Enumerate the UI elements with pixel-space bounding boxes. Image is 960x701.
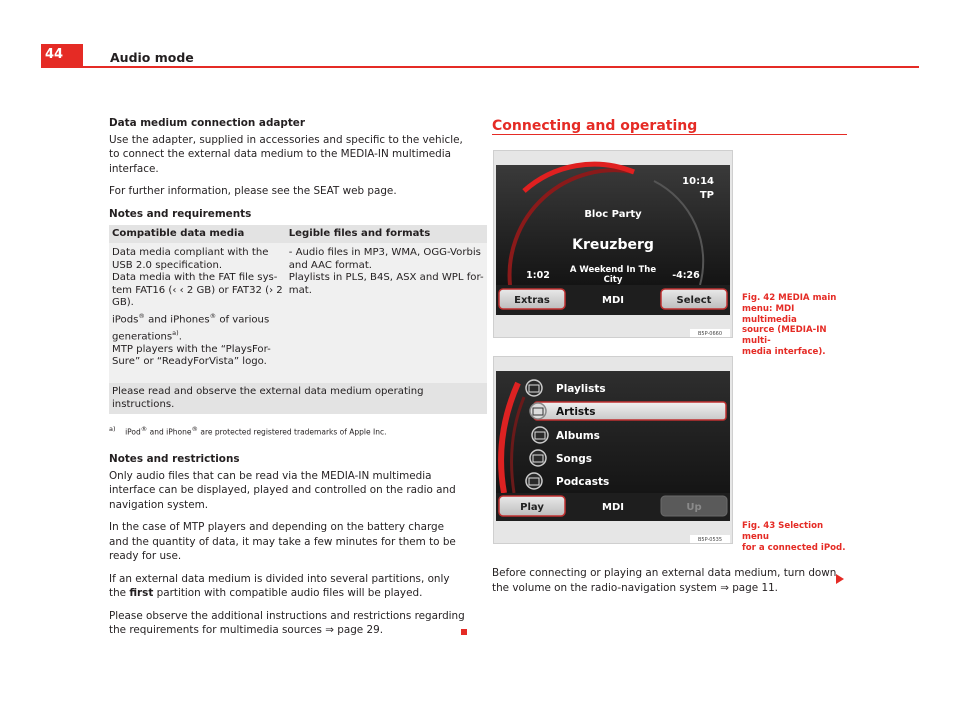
header-rule	[41, 66, 919, 68]
notes-heading: Notes and requirements	[109, 207, 252, 220]
footnote-mark: a)	[109, 425, 116, 434]
media-line: GB).	[112, 297, 134, 309]
list-item-label[interactable]: Artists	[556, 406, 596, 418]
select-button-label[interactable]: Select	[676, 295, 712, 306]
list-item[interactable]	[532, 427, 600, 443]
up-button-label[interactable]: Up	[686, 502, 702, 513]
reg-mark: ®	[191, 425, 198, 434]
caption-line: Fig. 42 MEDIA main	[742, 293, 837, 303]
table-cell-media	[109, 243, 286, 383]
caption-line: menu: MDI multimedia	[742, 303, 797, 325]
caption-line: Fig. 43 Selection menu	[742, 521, 824, 542]
media-line: Data media compliant with the	[112, 247, 269, 258]
media-line: MTP players with the “PlaysFor-	[112, 343, 271, 355]
track-line-2: City	[603, 275, 623, 285]
footnote	[109, 422, 465, 440]
formats-line: mat.	[288, 284, 312, 296]
folder-icon	[526, 473, 542, 489]
media-line: tem FAT16 (‹ ‹ 2 GB) or FAT32 (› 2	[112, 284, 283, 296]
formats-line: and AAC format.	[288, 259, 372, 271]
ipods-line	[112, 310, 283, 327]
caption-line: for a connected iPod.	[742, 542, 846, 553]
p3-after: partition with compatible audio files will be played.	[153, 587, 423, 600]
list-item-label[interactable]: Albums	[556, 430, 600, 442]
media-screen-svg	[494, 151, 732, 337]
restrictions-heading: Notes and restrictions	[109, 453, 240, 466]
continue-arrow-icon	[836, 574, 844, 584]
figure-media-main-menu	[493, 150, 733, 338]
list-item-label[interactable]: Podcasts	[556, 476, 610, 488]
caption-line: media interface).	[742, 346, 826, 357]
media-line: USB 2.0 specification.	[112, 259, 223, 271]
mdi-label[interactable]: MDI	[602, 295, 624, 306]
caption-line: source (MEDIA-IN multi-	[742, 325, 827, 347]
various-text: of various	[216, 314, 270, 326]
folder-icon	[530, 403, 546, 419]
right-body-text: Before connecting or playing an external data medium, turn down the volume on the radio-navigation system ⇒ page 11.	[492, 567, 837, 594]
remaining-time: -4:26	[672, 270, 700, 281]
left-column	[109, 116, 484, 646]
album-name: Kreuzberg	[572, 237, 654, 253]
restrictions-p1: Only audio files that can be read via the MEDIA-IN multimedia interface can be displayed, played and controlled on the radio and navigation system.	[109, 469, 456, 511]
chapter-title: Audio mode	[110, 50, 194, 65]
play-button-label[interactable]: Play	[520, 502, 544, 513]
footnote-mid: and iPhone	[147, 427, 192, 437]
list-item-label[interactable]: Playlists	[556, 383, 606, 395]
p3-bold: first	[129, 587, 154, 600]
figure-42-caption	[742, 293, 847, 358]
restrictions-p2: In the case of MTP players and depending on the battery charge and the quantity of data, it may take a few minutes for them to be ready for use.	[109, 521, 456, 563]
p3-before: If an external data medium is divided into several partitions, only the	[109, 572, 450, 600]
reg-mark: ®	[140, 425, 148, 434]
table-header-media: Compatible data media	[109, 225, 286, 243]
folder-icon	[530, 450, 546, 466]
adapter-text: Use the adapter, supplied in accessories and specific to the vehicle, to connect the external data medium to the MEDIA-IN multimedia interface.	[109, 133, 463, 175]
tp-indicator: TP	[699, 190, 714, 201]
list-item[interactable]	[526, 380, 606, 396]
restrictions-p3	[109, 572, 465, 601]
list-item[interactable]	[526, 473, 609, 489]
page-number: 44	[41, 44, 83, 66]
track-line-1: A Weekend In The	[569, 265, 657, 275]
up-button[interactable]	[661, 496, 727, 516]
list-item[interactable]	[530, 450, 592, 466]
title-rule	[492, 134, 847, 135]
media-line: Data media with the FAT file sys-	[112, 272, 278, 284]
end-mark	[461, 629, 467, 635]
section-title: Connecting and operating	[492, 118, 698, 134]
generations-text: generations	[112, 331, 173, 343]
select-button[interactable]	[661, 289, 727, 309]
ipod-screen-svg	[494, 357, 732, 543]
table-cell-formats	[286, 243, 487, 383]
list-item-label[interactable]: Songs	[556, 453, 593, 465]
folder-icon	[526, 380, 542, 396]
clock-time: 10:14	[682, 176, 714, 187]
figure-ipod-selection-menu	[493, 356, 733, 544]
elapsed-time: 1:02	[526, 270, 550, 281]
generations-line: generations$^{a)}$.	[112, 328, 182, 343]
folder-icon	[532, 427, 548, 443]
figure-43-caption	[742, 521, 847, 553]
footnote-end: are protected registered trademarks of Apple Inc.	[197, 427, 387, 437]
extras-button-label[interactable]: Extras	[514, 295, 550, 306]
ipods-text: iPods	[112, 314, 139, 326]
further-info: For further information, please see the SEAT web page.	[109, 185, 397, 197]
artist-name: Bloc Party	[584, 209, 642, 220]
footnote-ipod: iPod	[125, 427, 141, 437]
table-header-formats: Legible files and formats	[286, 225, 487, 243]
reg-mark: ®	[138, 311, 145, 320]
restrictions-p4	[109, 609, 465, 638]
play-button[interactable]	[499, 496, 565, 516]
reg-mark: ®	[209, 311, 217, 320]
formats-line: - Audio files in MP3, WMA, OGG-Vorbis	[288, 247, 481, 258]
formats-line: Playlists in PLS, B4S, ASX and WPL for-	[288, 272, 484, 284]
media-line: Sure” or “ReadyForVista” logo.	[112, 356, 267, 368]
mdi-label[interactable]: MDI	[602, 502, 624, 513]
extras-button[interactable]	[499, 289, 565, 309]
table-note: Please read and observe the external data medium operating instructions.	[109, 383, 487, 414]
figure-code: B5P-0660	[697, 331, 723, 337]
list-item-selected[interactable]	[530, 402, 726, 420]
p4-text: Please observe the additional instructions and restrictions regarding the requirements for multimedia sources ⇒ page 29.	[109, 609, 465, 637]
compatibility-table	[109, 225, 487, 414]
iphones-text: and iPhones	[144, 314, 210, 326]
adapter-heading: Data medium connection adapter	[109, 117, 305, 129]
figure-code: B5P-0535	[697, 537, 723, 543]
footnote-ref: a)	[172, 328, 179, 337]
